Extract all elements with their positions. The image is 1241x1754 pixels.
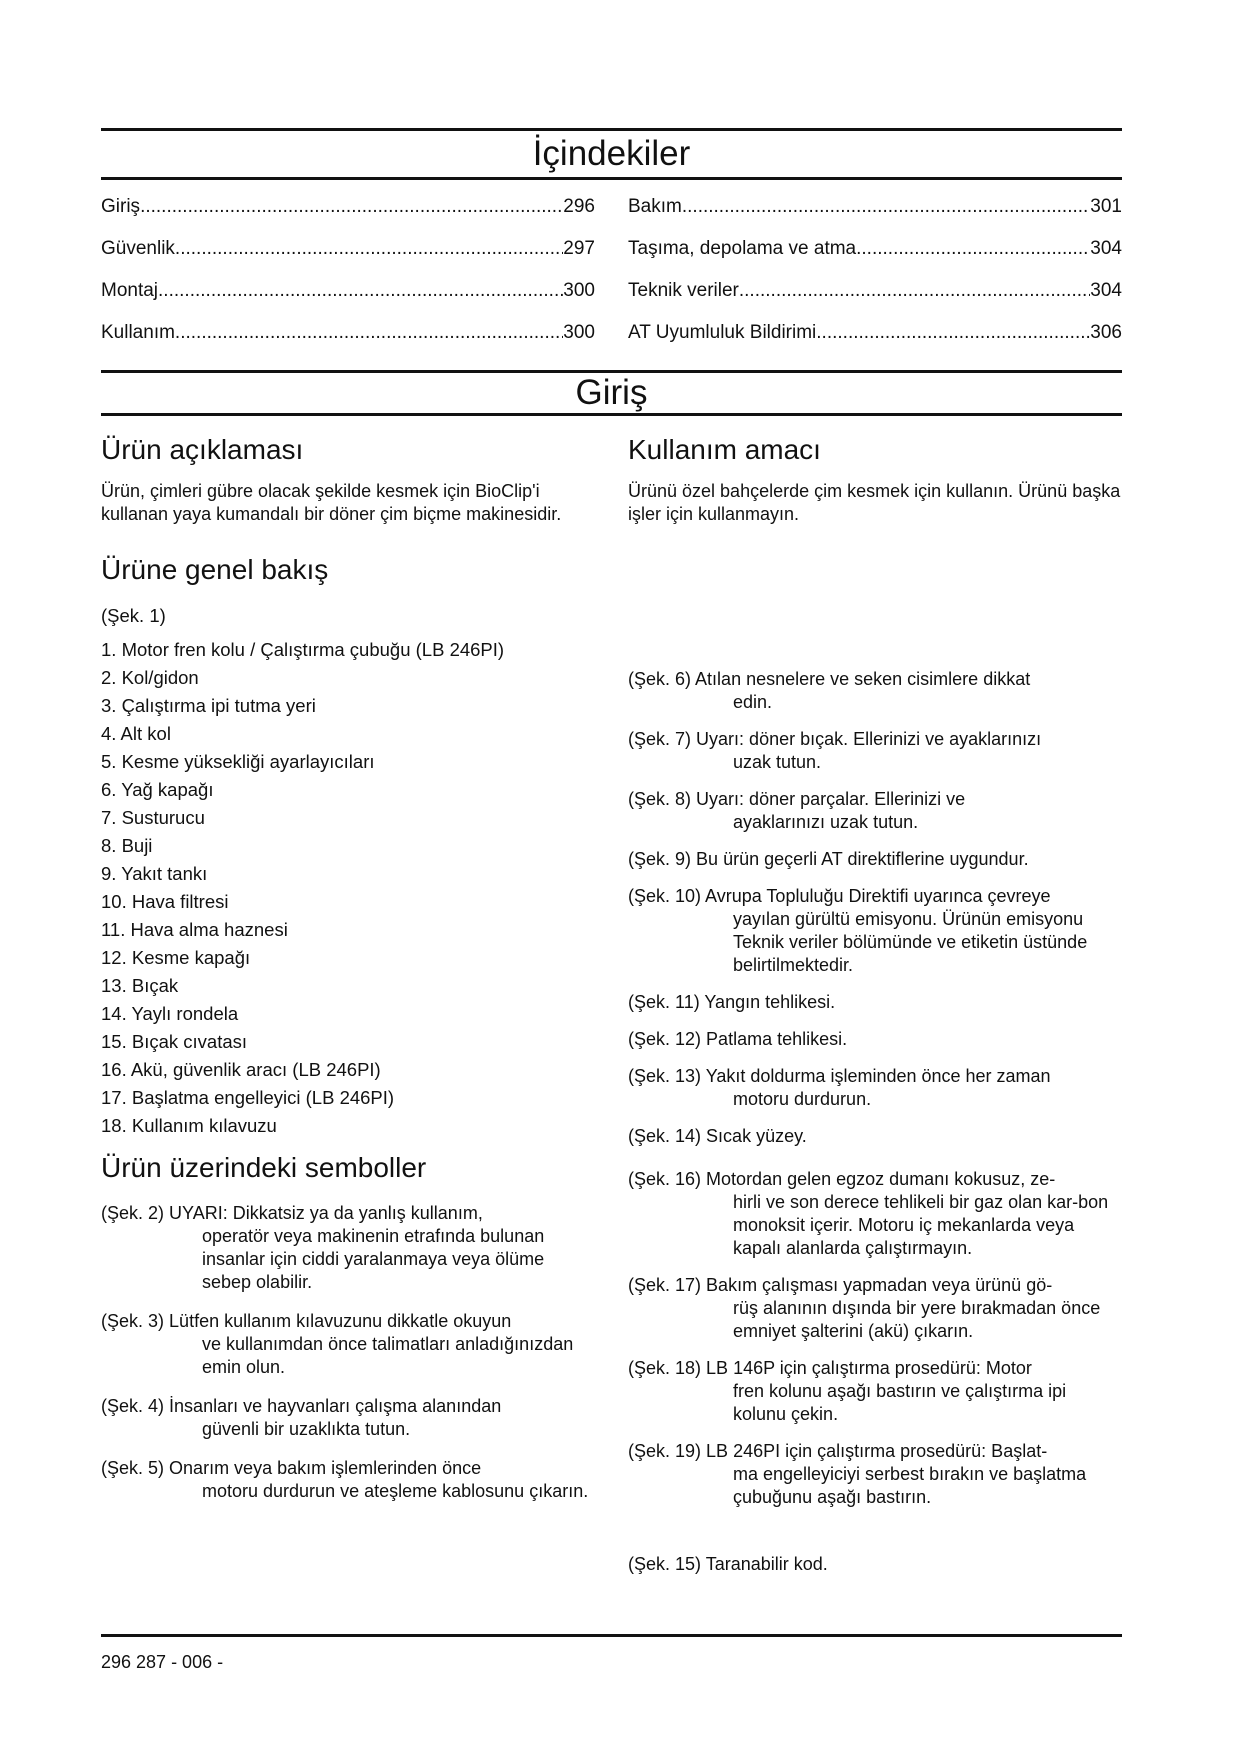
symbol-entry — [628, 848, 1122, 871]
toc-right-column — [628, 186, 1122, 354]
symbol-ref: (Şek. 6) — [628, 669, 692, 689]
section-rule-bottom — [101, 413, 1122, 416]
intro-columns — [101, 432, 1122, 1589]
toc-entry-page: 300 — [563, 280, 595, 301]
symbol-text: İnsanları ve hayvanları çalışma alanından — [169, 1396, 502, 1416]
symbol-ref: (Şek. 13) — [628, 1066, 702, 1086]
toc-entry-guvenlik[interactable] — [101, 228, 595, 270]
symbol-text-cont: edin. — [733, 692, 773, 712]
symbol-entry — [101, 1202, 591, 1294]
symbol-text: Uyarı: döner parçalar. Ellerinizi ve — [696, 789, 966, 809]
toc-entry-page: 297 — [563, 238, 595, 259]
footer-document-number: 296 287 - 006 - — [101, 1652, 224, 1672]
toc-entry-label: Kullanım — [101, 322, 175, 343]
list-item: 2. Kol/gidon — [101, 667, 199, 688]
page-content — [101, 128, 1122, 1589]
toc-left-column — [101, 186, 595, 354]
symbol-ref: (Şek. 14) — [628, 1126, 702, 1146]
symbol-entry — [628, 728, 1122, 774]
symbol-ref: (Şek. 10) — [628, 886, 702, 906]
toc-entry-giris[interactable] — [101, 186, 595, 228]
symbol-entry — [628, 1125, 1122, 1148]
symbol-text: UYARI: Dikkatsiz ya da yanlış kullanım, — [169, 1203, 483, 1223]
symbol-text-cont: hirli ve son derece tehlikeli bir gaz olan kar-bon monoksit içerir. Motoru iç mekanlarda veya kapalı alanlarda çalıştırmayın. — [733, 1192, 1109, 1258]
symbol-text-cont: ma engelleyiciyi serbest bırakın ve başlatma çubuğunu aşağı bastırın. — [733, 1464, 1087, 1507]
symbol-entry — [101, 1457, 591, 1503]
symbol-text: LB 246PI için çalıştırma prosedürü: Başlat- — [706, 1441, 1048, 1461]
symbol-text: Lütfen kullanım kılavuzunu dikkatle okuyun — [169, 1311, 512, 1331]
list-item: 11. Hava alma haznesi — [101, 919, 288, 940]
list-item: 14. Yaylı rondela — [101, 1003, 239, 1024]
symbol-text: Patlama tehlikesi. — [706, 1029, 848, 1049]
list-item: 5. Kesme yüksekliği ayarlayıcıları — [101, 751, 375, 772]
symbol-text: Sıcak yüzey. — [706, 1126, 807, 1146]
symbol-ref: (Şek. 5) — [101, 1458, 165, 1478]
symbol-text: LB 146P için çalıştırma prosedürü: Motor — [706, 1358, 1032, 1378]
list-item: 18. Kullanım kılavuzu — [101, 1115, 277, 1136]
symbol-text: Yakıt doldurma işleminden önce her zaman — [705, 1066, 1051, 1086]
toc-entry-page: 304 — [1090, 280, 1122, 301]
list-item: 1. Motor fren kolu / Çalıştırma çubuğu (LB 246PI) — [101, 639, 505, 660]
list-item: 8. Buji — [101, 835, 153, 856]
symbol-entry — [101, 1395, 591, 1441]
toc-entry-page: 306 — [1090, 322, 1122, 343]
symbol-text: Atılan nesnelere ve seken cisimlere dikkat — [695, 669, 1031, 689]
symbol-ref: (Şek. 15) — [628, 1554, 702, 1574]
symbol-ref: (Şek. 2) — [101, 1203, 165, 1223]
product-description-text: Ürün, çimleri gübre olacak şekilde kesmek için BioClip'i kullanan yaya kumandalı bir döner çim biçme makinesidir. — [101, 481, 562, 524]
toc-entry-page: 300 — [563, 322, 595, 343]
table-of-contents — [101, 186, 1122, 354]
symbol-entry — [101, 1310, 591, 1379]
list-item: 10. Hava filtresi — [101, 891, 229, 912]
symbol-text: Bakım çalışması yapmadan veya ürünü gö- — [706, 1275, 1053, 1295]
toc-entry-teknik-veriler[interactable] — [628, 270, 1122, 312]
symbols-heading: Ürün üzerindeki semboller — [101, 1152, 427, 1183]
toc-entry-label: AT Uyumluluk Bildirimi — [628, 322, 817, 343]
symbol-text: Yangın tehlikesi. — [704, 992, 836, 1012]
toc-entry-at-uyumluluk[interactable] — [628, 312, 1122, 354]
list-item: 12. Kesme kapağı — [101, 947, 251, 968]
symbol-text-cont: fren kolunu aşağı bastırın ve çalıştırma ipi kolunu çekin. — [733, 1381, 1067, 1424]
symbol-text: Bu ürün geçerli AT direktiflerine uygundur. — [696, 849, 1029, 869]
toc-entry-label: Giriş — [101, 196, 141, 217]
symbol-text-cont: ayaklarınızı uzak tutun. — [733, 812, 919, 832]
symbol-text: Motordan gelen egzoz dumanı kokusuz, ze- — [706, 1169, 1056, 1189]
toc-entry-page: 304 — [1090, 238, 1122, 259]
list-item: 17. Başlatma engelleyici (LB 246PI) — [101, 1087, 395, 1108]
toc-entry-kullanim[interactable] — [101, 312, 595, 354]
symbol-ref: (Şek. 9) — [628, 849, 692, 869]
symbols-left-list — [101, 1202, 591, 1503]
symbol-text-cont: motoru durdurun ve ateşleme kablosunu çıkarın. — [202, 1481, 589, 1501]
toc-entry-page: 296 — [563, 196, 595, 217]
list-item: 15. Bıçak cıvatası — [101, 1031, 248, 1052]
toc-title-rule — [101, 177, 1122, 180]
symbol-text: Onarım veya bakım işlemlerinden önce — [169, 1458, 482, 1478]
symbol-ref: (Şek. 4) — [101, 1396, 165, 1416]
list-item: 4. Alt kol — [101, 723, 171, 744]
symbol-entry — [628, 1274, 1122, 1343]
symbol-ref: (Şek. 17) — [628, 1275, 702, 1295]
toc-entry-bakim[interactable] — [628, 186, 1122, 228]
symbol-entry — [628, 1065, 1122, 1111]
footer-rule — [101, 1634, 1122, 1637]
symbol-text: Uyarı: döner bıçak. Ellerinizi ve ayaklarınızı — [696, 729, 1042, 749]
toc-entry-label: Teknik veriler — [628, 280, 739, 301]
symbol-ref: (Şek. 7) — [628, 729, 692, 749]
toc-title: İçindekiler — [532, 134, 691, 173]
toc-entry-label: Montaj — [101, 280, 159, 301]
symbol-entry — [628, 991, 1122, 1014]
symbol-ref: (Şek. 3) — [101, 1311, 165, 1331]
toc-entry-page: 301 — [1090, 196, 1122, 217]
overview-heading: Ürüne genel bakış — [101, 554, 329, 585]
symbol-entry — [628, 1440, 1122, 1509]
left-column — [101, 432, 591, 1589]
symbol-ref: (Şek. 18) — [628, 1358, 702, 1378]
symbol-ref: (Şek. 12) — [628, 1029, 702, 1049]
intended-use-text: Ürünü özel bahçelerde çim kesmek için kullanın. Ürünü başka işler için kullanmayın. — [628, 481, 1121, 524]
symbol-text-cont: yayılan gürültü emisyonu. Ürünün emisyonu Teknik veriler bölümünde ve etiketin üstünde belirtilmektedir. — [733, 909, 1088, 975]
toc-entry-montaj[interactable] — [101, 270, 595, 312]
symbol-text-cont: güvenli bir uzaklıkta tutun. — [202, 1419, 411, 1439]
symbol-text: Taranabilir kod. — [705, 1554, 828, 1574]
toc-entry-label: Güvenlik — [101, 238, 175, 259]
list-item: 7. Susturucu — [101, 807, 205, 828]
symbol-ref: (Şek. 11) — [628, 992, 700, 1012]
symbol-text-cont: operatör veya makinenin etrafında bulunan insanlar için ciddi yaralanmaya veya ölüme sebep olabilir. — [202, 1226, 545, 1292]
symbol-ref: (Şek. 19) — [628, 1441, 702, 1461]
list-item: 16. Akü, güvenlik aracı (LB 246PI) — [101, 1059, 381, 1080]
symbol-entry — [628, 1028, 1122, 1051]
symbol-entry — [628, 1357, 1122, 1426]
symbols-right-list — [628, 668, 1122, 1576]
overview-list — [101, 636, 591, 1140]
toc-entry-label: Bakım — [628, 196, 682, 217]
symbol-text-cont: ve kullanımdan önce talimatları anladığınızdan emin olun. — [202, 1334, 574, 1377]
symbol-entry — [628, 668, 1122, 714]
symbol-text-cont: rüş alanının dışında bir yere bırakmadan önce emniyet şalterini (akü) çıkarın. — [733, 1298, 1101, 1341]
symbol-text-cont: uzak tutun. — [733, 752, 822, 772]
symbol-entry-scannable-code — [628, 1553, 1122, 1576]
toc-entry-tasima[interactable] — [628, 228, 1122, 270]
symbol-text: Avrupa Topluluğu Direktifi uyarınca çevreye — [705, 886, 1051, 906]
list-item: 3. Çalıştırma ipi tutma yeri — [101, 695, 316, 716]
product-description-heading: Ürün açıklaması — [101, 434, 304, 465]
symbol-text-cont: motoru durdurun. — [733, 1089, 872, 1109]
right-column — [628, 432, 1122, 1589]
intended-use-heading: Kullanım amacı — [628, 434, 821, 465]
list-item: 9. Yakıt tankı — [101, 863, 208, 884]
list-item: 6. Yağ kapağı — [101, 779, 214, 800]
section-title-giris: Giriş — [575, 373, 648, 412]
list-item: 13. Bıçak — [101, 975, 179, 996]
symbol-ref: (Şek. 16) — [628, 1169, 702, 1189]
symbol-entry — [628, 885, 1122, 977]
symbol-ref: (Şek. 8) — [628, 789, 692, 809]
toc-entry-label: Taşıma, depolama ve atma — [628, 238, 857, 259]
symbol-entry — [628, 788, 1122, 834]
overview-figref: (Şek. 1) — [101, 605, 166, 626]
symbol-entry — [628, 1168, 1122, 1260]
